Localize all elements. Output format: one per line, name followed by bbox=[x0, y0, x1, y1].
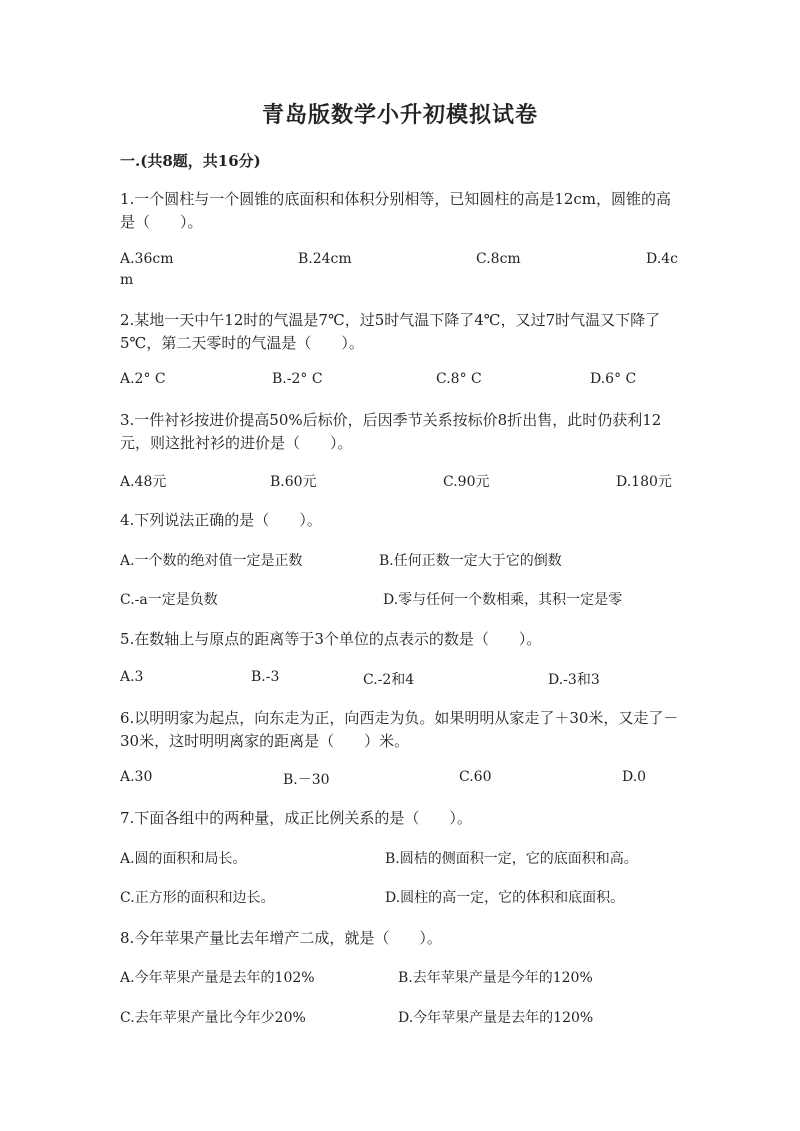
question-8-stem: 8.今年苹果产量比去年增产二成，就是（ ）。 bbox=[120, 929, 442, 947]
question-6-stem: 6.以明明家为起点，向东走为正，向西走为负。如果明明从家走了＋30米，又走了－30米，这时明明离家的距离是（ ）米。 bbox=[120, 709, 679, 750]
question-1-option-b: B.24cm bbox=[298, 251, 352, 267]
question-2-option-b: B.-2° C bbox=[272, 371, 323, 387]
question-1-stem: 1.一个圆柱与一个圆锥的底面积和体积分别相等，已知圆柱的高是12cm，圆锥的高是（ ）。 bbox=[120, 190, 672, 231]
question-6-option-c: C.60 bbox=[459, 769, 492, 785]
question-5-option-c: C.-2和4 bbox=[363, 672, 415, 688]
question-6-option-b: B.－30 bbox=[283, 772, 330, 788]
question-6-option-d: D.0 bbox=[622, 769, 647, 785]
question-3-option-b: B.60元 bbox=[270, 474, 317, 490]
question-8-option-a: A.今年苹果产量是去年的102% bbox=[120, 970, 315, 986]
question-1-option-d: D.4c bbox=[646, 251, 678, 267]
question-8-option-b: B.去年苹果产量是今年的120% bbox=[398, 970, 593, 986]
section-heading: 一.(共8题，共16分) bbox=[120, 152, 261, 170]
question-4-option-d: D.零与任何一个数相乘，其积一定是零 bbox=[383, 592, 623, 608]
question-3-option-a: A.48元 bbox=[120, 474, 167, 490]
question-3-option-d: D.180元 bbox=[616, 474, 672, 490]
question-8-option-d: D.今年苹果产量是去年的120% bbox=[398, 1010, 594, 1026]
question-5-stem: 5.在数轴上与原点的距离等于3个单位的点表示的数是（ ）。 bbox=[120, 630, 542, 648]
question-7-option-a: A.圆的面积和局长。 bbox=[120, 851, 247, 867]
question-1-option-c: C.8cm bbox=[476, 251, 521, 267]
question-2-option-d: D.6° C bbox=[590, 371, 637, 387]
question-2-option-c: C.8° C bbox=[436, 371, 482, 387]
question-4-option-a: A.一个数的绝对值一定是正数 bbox=[120, 553, 303, 569]
question-8-option-c: C.去年苹果产量比今年少20% bbox=[120, 1010, 306, 1026]
question-4-option-c: C.-a一定是负数 bbox=[120, 592, 218, 608]
question-6-option-a: A.30 bbox=[120, 769, 153, 785]
exam-title: 青岛版数学小升初模拟试卷 bbox=[261, 102, 538, 128]
question-7-stem: 7.下面各组中的两种量，成正比例关系的是（ ）。 bbox=[120, 809, 472, 827]
question-1-option-a: A.36cm bbox=[120, 251, 174, 267]
question-3-option-c: C.90元 bbox=[443, 474, 490, 490]
question-5-option-b: B.-3 bbox=[251, 669, 280, 685]
question-5-option-d: D.-3和3 bbox=[548, 672, 600, 688]
question-7-option-b: B.圆桔的侧面积一定，它的底面积和高。 bbox=[385, 851, 638, 867]
question-4-option-b: B.任何正数一定大于它的倒数 bbox=[379, 553, 562, 569]
question-2-stem: 2.某地一天中午12时的气温是7℃，过5时气温下降了4℃，又过7时气温又下降了5℃，第二天零时的气温是（ ）。 bbox=[120, 311, 661, 352]
question-2-option-a: A.2° C bbox=[120, 371, 166, 387]
question-4-stem: 4.下列说法正确的是（ ）。 bbox=[120, 511, 322, 529]
question-3-stem: 3.一件衬衫按进价提高50%后标价，后因季节关系按标价8折出售，此时仍获利12元，则这批衬衫的进价是（ ）。 bbox=[120, 411, 662, 452]
question-1-option-d-wrap: m bbox=[120, 272, 134, 288]
question-7-option-d: D.圆柱的高一定，它的体积和底面积。 bbox=[385, 890, 625, 906]
question-5-option-a: A.3 bbox=[120, 669, 144, 685]
question-7-option-c: C.正方形的面积和边长。 bbox=[120, 890, 275, 906]
